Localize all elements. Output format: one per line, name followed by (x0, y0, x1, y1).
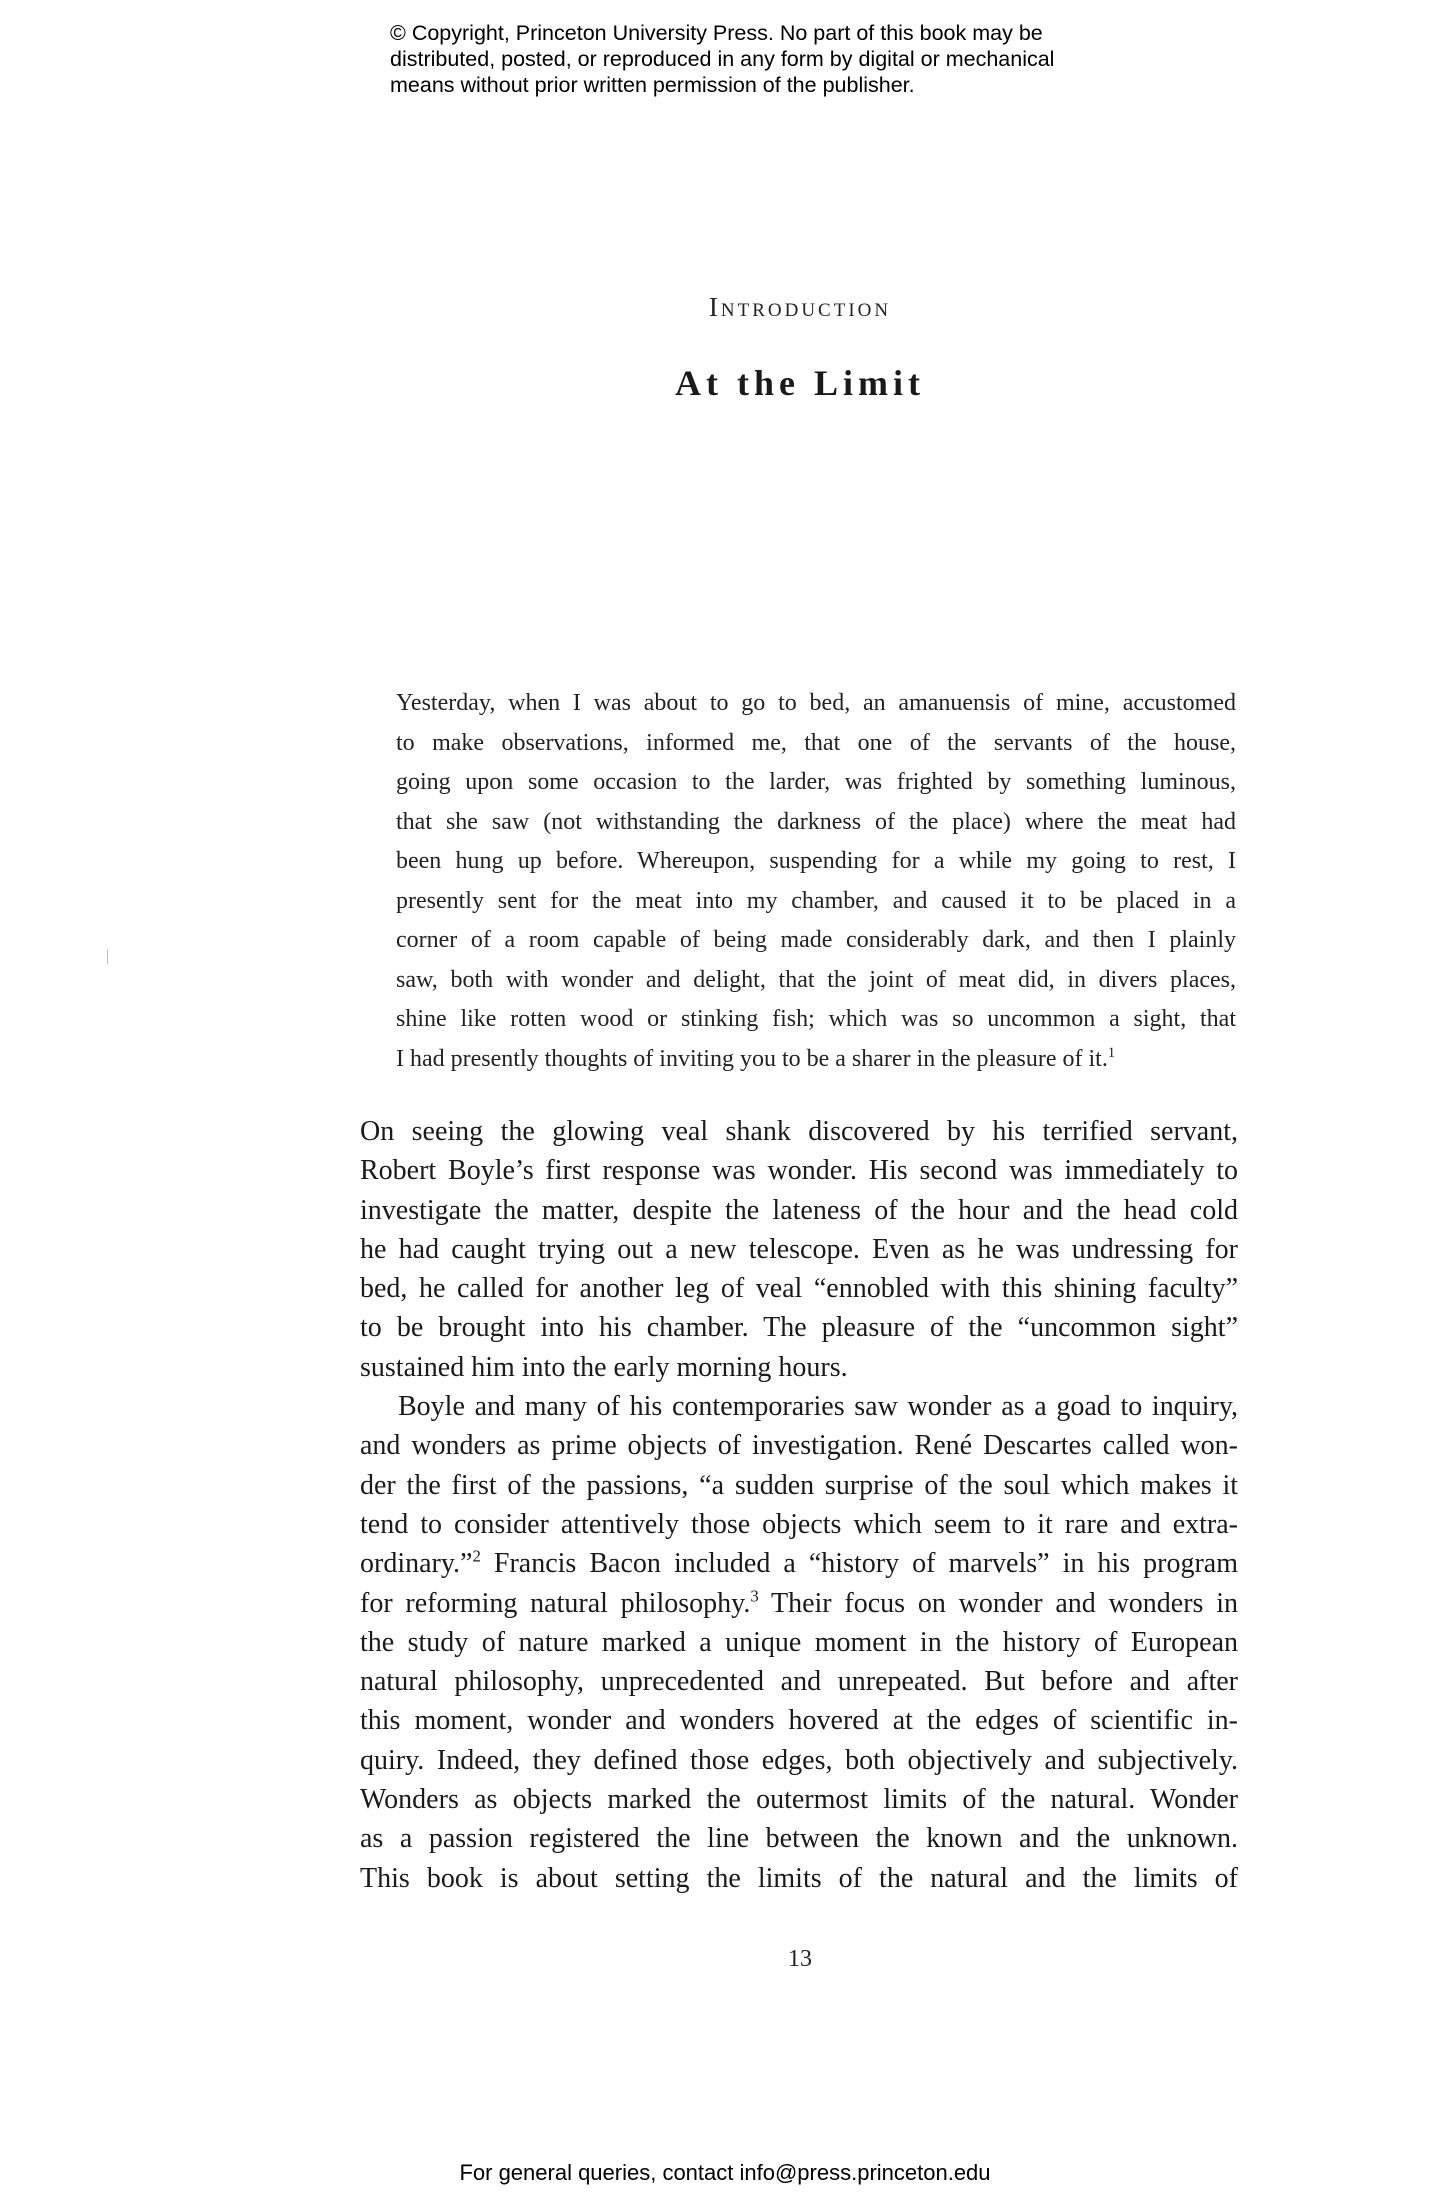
body-line: sustained him into the early morning hours. (360, 1351, 848, 1383)
footnote-ref-3: 3 (750, 1586, 759, 1606)
page-number: 13 (788, 1946, 812, 1972)
footer-contact: For general queries, contact info@press.princeton.edu (459, 2160, 991, 2185)
body-line: bed, he called for another leg of veal “ennobled with this shining faculty” (360, 1273, 1238, 1305)
chapter-label: Introduction (708, 292, 892, 322)
body-line: this moment, wonder and wonders hovered at the edges of scientific in- (360, 1705, 1238, 1737)
epigraph-line-text: I had presently thoughts of inviting you to be a sharer in the pleasure of it. (396, 1045, 1108, 1072)
body-line: quiry. Indeed, they defined those edges, both objectively and subjectively. (360, 1744, 1238, 1776)
epigraph-line: shine like rotten wood or stinking fish; which was so uncommon a sight, that (396, 1006, 1236, 1032)
body-line: as a passion registered the line between the known and the unknown. (360, 1823, 1238, 1855)
copyright-notice (390, 20, 1150, 98)
body-line: On seeing the glowing veal shank discovered by his terrified servant, (360, 1116, 1238, 1147)
body-line: investigate the matter, despite the lateness of the hour and the head cold (360, 1194, 1238, 1226)
body-line: der the first of the passions, “a sudden surprise of the soul which makes it (360, 1469, 1238, 1501)
body-line: Robert Boyle’s first response was wonder. His second was immediately to (360, 1155, 1238, 1187)
epigraph-quote (396, 684, 1236, 1079)
epigraph-line: been hung up before. Whereupon, suspending for a while my going to rest, I (396, 848, 1236, 874)
epigraph-line: that she saw (not withstanding the darkness of the place) where the meat had (396, 808, 1236, 835)
body-text (360, 1112, 1238, 1898)
paragraph-2 (360, 1387, 1238, 1898)
epigraph-line: Yesterday, when I was about to go to bed, an amanuensis of mine, accustomed (396, 690, 1236, 716)
body-line: the study of nature marked a unique moment in the history of European (360, 1626, 1238, 1658)
copyright-line: means without prior written permission of the publisher. (390, 73, 915, 97)
body-line (360, 1584, 1238, 1623)
epigraph-line: to make observations, informed me, that one of the servants of the house, (396, 729, 1236, 756)
epigraph-line: going upon some occasion to the larder, was frighted by something luminous, (396, 769, 1236, 795)
copyright-line: © Copyright, Princeton University Press. No part of this book may be (390, 21, 1043, 45)
body-line: he had caught trying out a new telescope. Even as he was undressing for (360, 1233, 1238, 1265)
body-line: Boyle and many of his contemporaries saw wonder as a goad to inquiry, (398, 1391, 1238, 1423)
body-text-run: ordinary.” (360, 1548, 473, 1580)
body-line: tend to consider attentively those objects which seem to it rare and extra- (360, 1508, 1238, 1540)
body-text-run: Their focus on wonder and wonders in (758, 1587, 1239, 1619)
copyright-line: distributed, posted, or reproduced in any form by digital or mechanical (390, 47, 1055, 71)
body-line: and wonders as prime objects of investigation. René Descartes called won- (360, 1430, 1238, 1462)
body-text-run: for reforming natural philosophy. (360, 1587, 751, 1619)
epigraph-line: presently sent for the meat into my chamber, and caused it to be placed in a (396, 887, 1236, 914)
body-line (360, 1544, 1238, 1583)
epigraph-line (396, 1040, 1236, 1080)
body-text-run: Francis Bacon included a “history of marvels” in his program (480, 1548, 1238, 1580)
body-line: Wonders as objects marked the outermost limits of the natural. Wonder (360, 1784, 1238, 1816)
epigraph-line: corner of a room capable of being made considerably dark, and then I plainly (396, 927, 1236, 953)
margin-mark (107, 950, 108, 964)
epigraph-line: saw, both with wonder and delight, that the joint of meat did, in divers places, (396, 966, 1236, 993)
body-line: natural philosophy, unprecedented and unrepeated. But before and after (360, 1666, 1238, 1698)
body-line: to be brought into his chamber. The pleasure of the “uncommon sight” (360, 1312, 1238, 1344)
footnote-ref-2: 2 (472, 1546, 481, 1566)
chapter-title: At the Limit (675, 363, 925, 403)
footnote-ref-1: 1 (1107, 1044, 1116, 1061)
paragraph-1 (360, 1112, 1238, 1387)
body-line: This book is about setting the limits of the natural and the limits of (360, 1862, 1238, 1894)
